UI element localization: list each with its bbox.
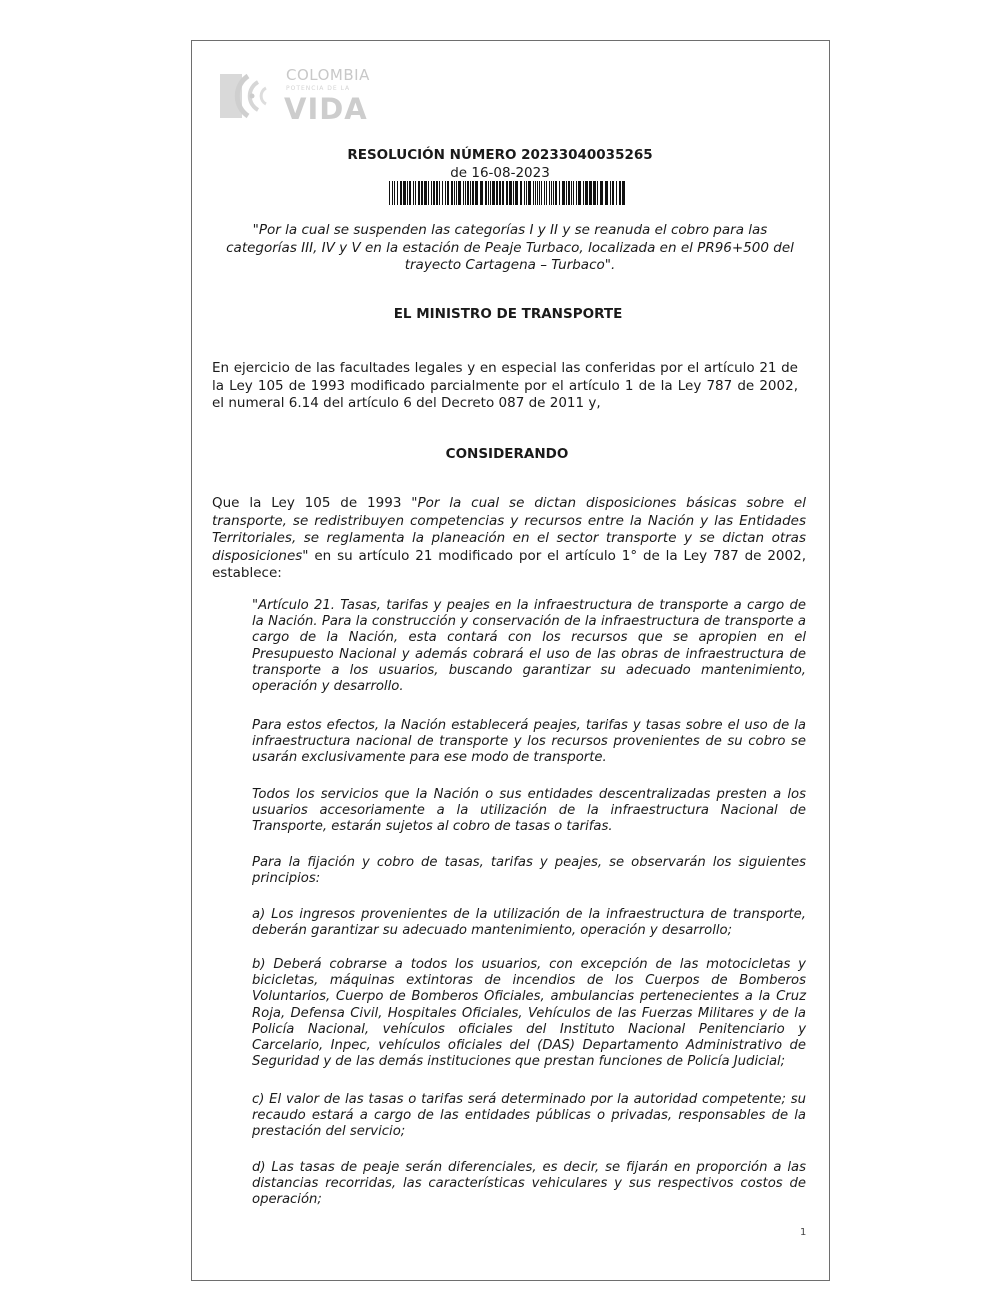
- issuer-heading: EL MINISTRO DE TRANSPORTE: [393, 306, 623, 322]
- colombia-wave-logo-icon: [218, 68, 276, 122]
- law-title-quote: "Por la cual se dictan disposiciones básicas sobre el transporte, se redistribuyen competencias y recursos entre la Nación y las Entidades Territoriales, se reglamenta la planeación en el sector transporte y se dictan otras disposiciones": [212, 495, 806, 564]
- que-suffix: en su artículo 21 modificado por el artículo 1° de la Ley 787 de 2002, establece:: [212, 547, 806, 581]
- resolution-date: de 16-08-2023: [450, 165, 550, 181]
- page-number: 1: [800, 1227, 807, 1238]
- government-logo: [218, 64, 388, 124]
- resolution-subject: "Por la cual se suspenden las categorías I y II y se reanuda el cobro para las categorías III, IV y V en la estación de Peaje Turbaco, localizada en el PR96+500 del trayecto Cartagena – Turbaco".: [226, 222, 794, 273]
- quote-paragraph-efectos: Para estos efectos, la Nación establecerá peajes, tarifas y tasas sobre el uso de la infraestructura nacional de transporte y los recursos provenientes de su cobro se usarán exclusivamente para ese modo de transporte.: [252, 718, 806, 766]
- quote-item-d: d) Las tasas de peaje serán diferenciales, es decir, se fijarán en proporción a las distancias recorridas, las características vehiculares y sus respectivos costos de operación;: [252, 1160, 806, 1208]
- que-prefix: Que la Ley 105 de 1993: [212, 495, 412, 511]
- intro-paragraph: En ejercicio de las facultades legales y en especial las conferidas por el artículo 21 de la Ley 105 de 1993 modificado parcialmente por el artículo 1 de la Ley 787 de 2002, el numeral 6.14 del artículo 6 del Decreto 087 de 2011 y,: [212, 360, 798, 411]
- quote-item-c: c) El valor de las tasas o tarifas será determinado por la autoridad competente; su recaudo estará a cargo de las entidades públicas o privadas, responsables de la prestación del servicio;: [252, 1092, 806, 1140]
- logo-text-potencia: POTENCIA DE LA: [286, 85, 351, 92]
- quote-item-a: a) Los ingresos provenientes de la utilización de la infraestructura de transporte, deberán garantizar su adecuado mantenimiento, operación y desarrollo;: [252, 907, 806, 939]
- resolution-title: RESOLUCIÓN NÚMERO 20233040035265: [347, 147, 653, 163]
- quote-paragraph-servicios: Todos los servicios que la Nación o sus entidades descentralizadas presten a los usuarios accesoriamente a la utilización de la infraestructura Nacional de Transporte, estarán sujetos al cobro de tasas o tarifas.: [252, 787, 806, 835]
- que-paragraph: [212, 495, 806, 583]
- logo-text-colombia: COLOMBIA: [286, 66, 370, 84]
- barcode: [389, 181, 626, 205]
- quote-paragraph-principios: Para la fijación y cobro de tasas, tarifas y peajes, se observarán los siguientes principios:: [252, 855, 806, 887]
- logo-text-vida: VIDA: [284, 92, 368, 126]
- quote-item-b: b) Deberá cobrarse a todos los usuarios, con excepción de las motocicletas y bicicletas, máquinas extintoras de incendios de los Cuerpos de Bomberos Voluntarios, Cuerpo de Bomberos Oficiales, ambulancias pertenecientes a la Cruz Roja, Defensa Civil, Hospitales Oficiales, Vehículos de las Fuerzas Militares y de la Policía Nacional, vehículos oficiales del Instituto Nacional Penitenciario y Carcelario, Inpec, vehículos oficiales del (DAS) Departamento Administrativo de Seguridad y de las demás instituciones que prestan funciones de Policía Judicial;: [252, 957, 806, 1070]
- considerando-heading: CONSIDERANDO: [445, 446, 569, 462]
- quote-paragraph-article21: "Artículo 21. Tasas, tarifas y peajes en la infraestructura de transporte a cargo de la Nación. Para la construcción y conservación de la infraestructura de transporte a cargo de la Nación, esta contará con los recursos que se apropien en el Presupuesto Nacional y además cobrará el uso de las obras de infraestructura de transporte a los usuarios, buscando garantizar su adecuado mantenimiento, operación y desarrollo.: [252, 598, 806, 695]
